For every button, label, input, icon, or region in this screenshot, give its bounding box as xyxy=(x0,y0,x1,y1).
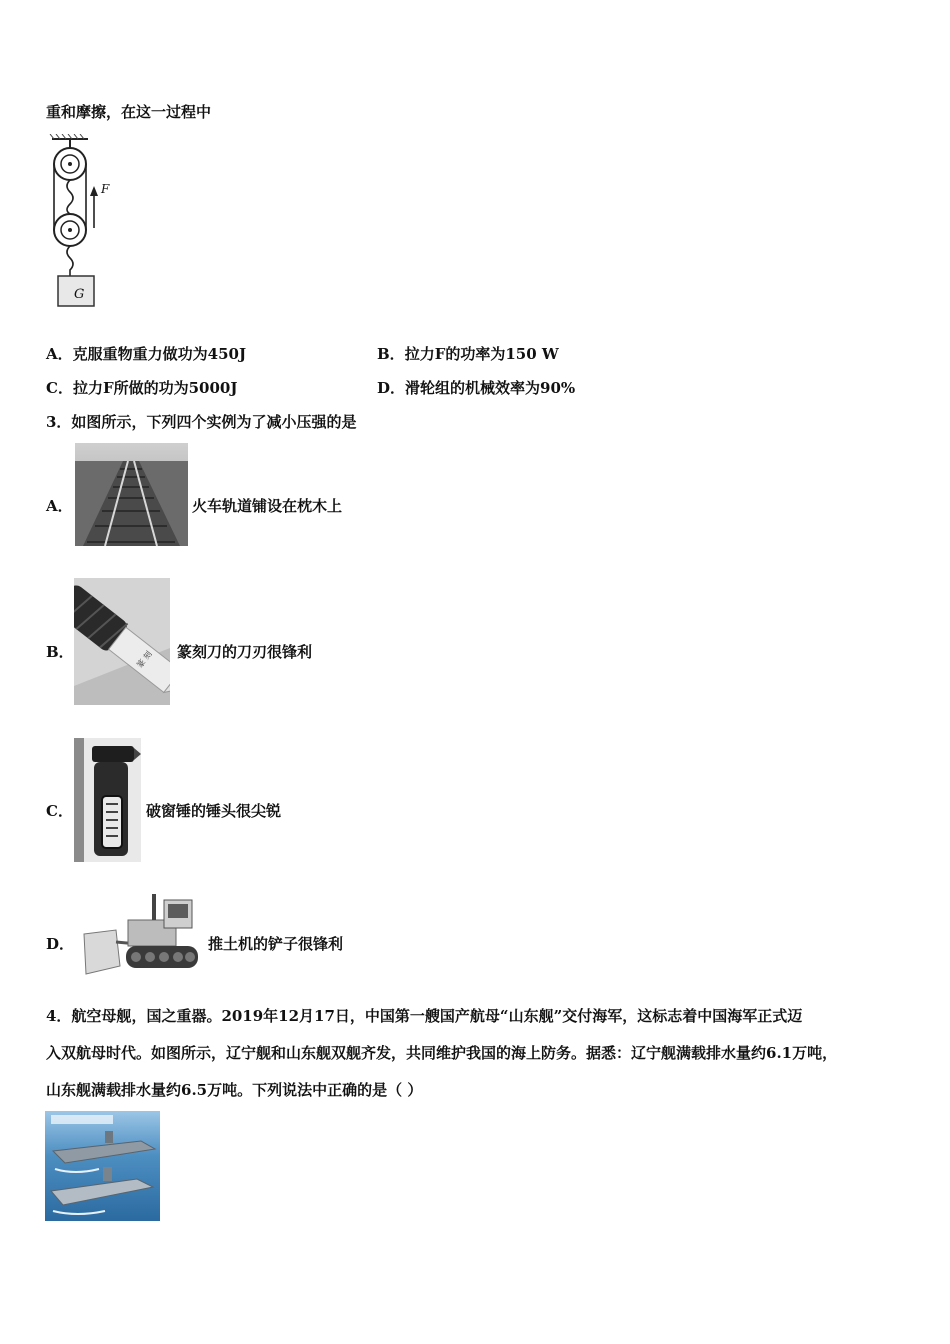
q3-option-d-letter: D． xyxy=(46,935,75,953)
q2-option-d xyxy=(377,378,575,398)
q3-option-a-text: 火车轨道铺设在枕木上 xyxy=(192,497,343,515)
q3-option-d-text: 推土机的铲子很锋利 xyxy=(208,935,344,953)
carving-knife-photo xyxy=(74,578,170,705)
option-letter: D． xyxy=(377,379,406,397)
safety-hammer-photo xyxy=(74,738,141,862)
q3-option-c-letter: C． xyxy=(46,802,73,820)
force-label: F xyxy=(101,182,110,196)
q2-option-c xyxy=(46,378,237,398)
q4-line-3: 山东舰满载排水量约6.5万吨。下列说法中正确的是（ ） xyxy=(46,1081,423,1099)
q2-option-b xyxy=(377,344,559,364)
intro-line: 重和摩擦，在这一过程中 xyxy=(46,103,212,121)
svg-text:篆 刻: 篆 刻 xyxy=(135,649,154,670)
option-letter: B． xyxy=(377,345,405,363)
option-letter: A． xyxy=(46,345,73,363)
bulldozer-photo xyxy=(80,890,203,980)
option-letter: C． xyxy=(46,379,73,397)
option-text: 拉力F的功率为150 W xyxy=(404,345,559,363)
pulley-system-figure xyxy=(44,134,124,310)
q3-option-a-letter: A． xyxy=(46,497,73,515)
q3-option-c-text: 破窗锤的锤头很尖锐 xyxy=(146,802,282,820)
q3-stem: 3．如图所示，下列四个实例为了减小压强的是 xyxy=(46,413,357,431)
aircraft-carriers-photo xyxy=(45,1111,160,1221)
q3-option-b-text: 篆刻刀的刀刃很锋利 xyxy=(177,643,313,661)
railway-track-photo xyxy=(75,443,188,546)
option-text: 克服重物重力做功为450J xyxy=(72,345,247,363)
weight-label: G xyxy=(74,287,85,302)
q2-option-a xyxy=(46,344,246,364)
q4-line-2: 入双航母时代。如图所示，辽宁舰和山东舰双舰齐发，共同维护我国的海上防务。据悉：辽宁舰满载排水量约6.1万吨， xyxy=(46,1044,838,1062)
q3-option-b-letter: B． xyxy=(46,643,74,661)
q4-line-1: 4．航空母舰，国之重器。2019年12月17日，中国第一艘国产航母“山东舰”交付海军，这标志着中国海军正式迈 xyxy=(46,1007,803,1025)
option-text: 滑轮组的机械效率为90% xyxy=(405,379,576,397)
option-text: 拉力F所做的功为5000J xyxy=(72,379,238,397)
